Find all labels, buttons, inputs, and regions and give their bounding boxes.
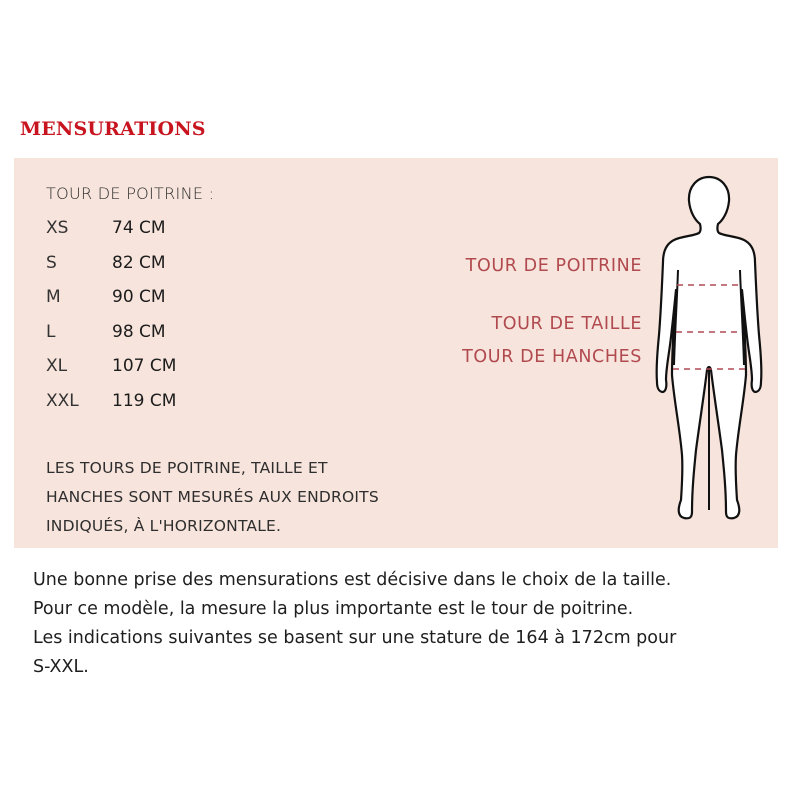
chest-heading: TOUR DE POITRINE : — [46, 184, 215, 203]
size-value: 98 CM — [112, 322, 166, 342]
size-value: 107 CM — [112, 356, 177, 376]
page-title: MENSURATIONS — [20, 118, 206, 140]
measurements-panel — [14, 158, 778, 548]
body-silhouette-icon — [644, 170, 774, 540]
size-label: S — [46, 253, 57, 273]
size-label: L — [46, 322, 56, 342]
note-line: INDIQUÉS, À L'HORIZONTALE. — [46, 517, 282, 535]
description-line: Pour ce modèle, la mesure la plus importante est le tour de poitrine. — [33, 599, 634, 619]
description-line: Une bonne prise des mensurations est décisive dans le choix de la taille. — [33, 570, 672, 590]
note-line: HANCHES SONT MESURÉS AUX ENDROITS — [46, 488, 379, 506]
label-chest: TOUR DE POITRINE — [465, 256, 642, 276]
label-waist: TOUR DE TAILLE — [491, 314, 642, 334]
label-hips: TOUR DE HANCHES — [462, 347, 642, 367]
size-guide-description — [33, 566, 783, 682]
description-line: Les indications suivantes se basent sur une stature de 164 à 172cm pour — [33, 628, 677, 648]
size-value: 90 CM — [112, 287, 166, 307]
size-value: 82 CM — [112, 253, 166, 273]
size-value: 74 CM — [112, 218, 166, 238]
measurement-note — [46, 454, 466, 541]
size-label: XL — [46, 356, 68, 376]
description-line: S-XXL. — [33, 657, 89, 677]
size-label: XXL — [46, 391, 79, 411]
size-label: XS — [46, 218, 69, 238]
size-label: M — [46, 287, 61, 307]
note-line: LES TOURS DE POITRINE, TAILLE ET — [46, 459, 328, 477]
size-value: 119 CM — [112, 391, 177, 411]
